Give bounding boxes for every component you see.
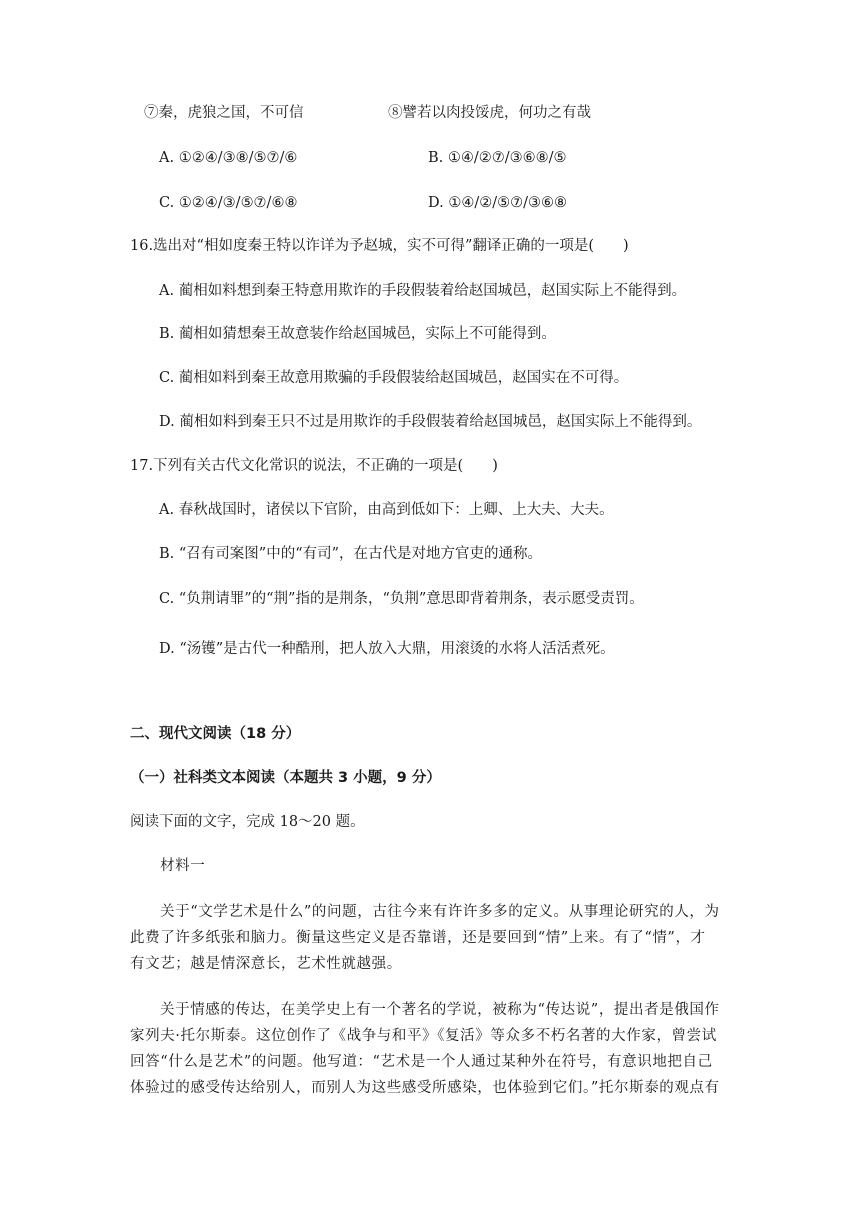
q17-option-b: B. “召有司案图”中的“有司”，在古代是对地方官吏的通称。: [159, 546, 543, 562]
q15-option-c: C. ①②④/③/⑤⑦/⑥⑧: [159, 195, 298, 211]
q16-option-c: C. 蔺相如料到秦王故意用欺骗的手段假装给赵国城邑，赵国实在不可得。: [159, 370, 629, 386]
reading-instruction: 阅读下面的文字，完成 18～20 题。: [130, 814, 365, 830]
q16-option-d: D. 蔺相如料到秦王只不过是用欺诈的手段假装着给赵国城邑，赵国实际上不能得到。: [159, 414, 702, 430]
q15-item-7: ⑦秦，虎狼之国，不可信: [144, 105, 304, 121]
subsection-heading: （一）社科类文本阅读（本题共 3 小题，9 分）: [130, 770, 441, 786]
paragraph-2-line-3: 回答“什么是艺术”的问题。他写道：“艺术是一个人通过某种外在符号，有意识地把自己: [130, 1054, 713, 1070]
section-heading: 二、现代文阅读（18 分）: [130, 726, 301, 742]
q17-option-a: A. 春秋战国时，诸侯以下官阶，由高到低如下：上卿、上大夫、大夫。: [159, 502, 614, 518]
q16-stem: 16.选出对“相如度秦王特以诈详为予赵城，实不可得”翻译正确的一项是( ): [130, 238, 629, 254]
paragraph-1-line-1: 关于“文学艺术是什么”的问题，古往今来有许许多多的定义。从事理论研究的人，为: [160, 904, 720, 920]
material-title: 材料一: [160, 858, 206, 874]
paragraph-1-line-3: 有文艺；越是情深意长，艺术性就越强。: [130, 956, 402, 972]
q17-option-d: D. “汤镬”是古代一种酷刑，把人放入大鼎，用滚烫的水将人活活煮死。: [159, 641, 615, 657]
paragraph-2-line-1: 关于情感的传达，在美学史上有一个著名的学说，被称为“传达说”，提出者是俄国作: [160, 1002, 720, 1018]
q15-option-a: A. ①②④/③⑧/⑤⑦/⑥: [159, 150, 298, 166]
q15-option-b: B. ①④/②⑦/③⑥⑧/⑤: [428, 150, 567, 166]
q16-option-b: B. 蔺相如猜想秦王故意装作给赵国城邑，实际上不可能得到。: [159, 326, 556, 342]
paragraph-2-line-4: 体验过的感受传达给别人，而别人为这些感受所感染，也体验到它们。”托尔斯泰的观点有: [130, 1080, 720, 1096]
paragraph-1-line-2: 此费了许多纸张和脑力。衡量这些定义是否靠谱，还是要回到“情”上来。有了“情”，才: [130, 930, 706, 946]
q16-option-a: A. 蔺相如料想到秦王特意用欺诈的手段假装着给赵国城邑，赵国实际上不能得到。: [159, 283, 687, 299]
q15-item-8: ⑧譬若以肉投馁虎，何功之有哉: [388, 105, 591, 121]
q17-option-c: C. “负荆请罪”的“荆”指的是荆条，“负荆”意思即背着荆条，表示愿受责罚。: [159, 591, 644, 607]
paragraph-2-line-2: 家列夫·托尔斯泰。这位创作了《战争与和平》《复活》等众多不朽名著的大作家，曾尝试: [130, 1028, 717, 1044]
q15-option-d: D. ①④/②/⑤⑦/③⑥⑧: [428, 195, 567, 211]
q17-stem: 17.下列有关古代文化常识的说法，不正确的一项是( ): [130, 458, 498, 474]
